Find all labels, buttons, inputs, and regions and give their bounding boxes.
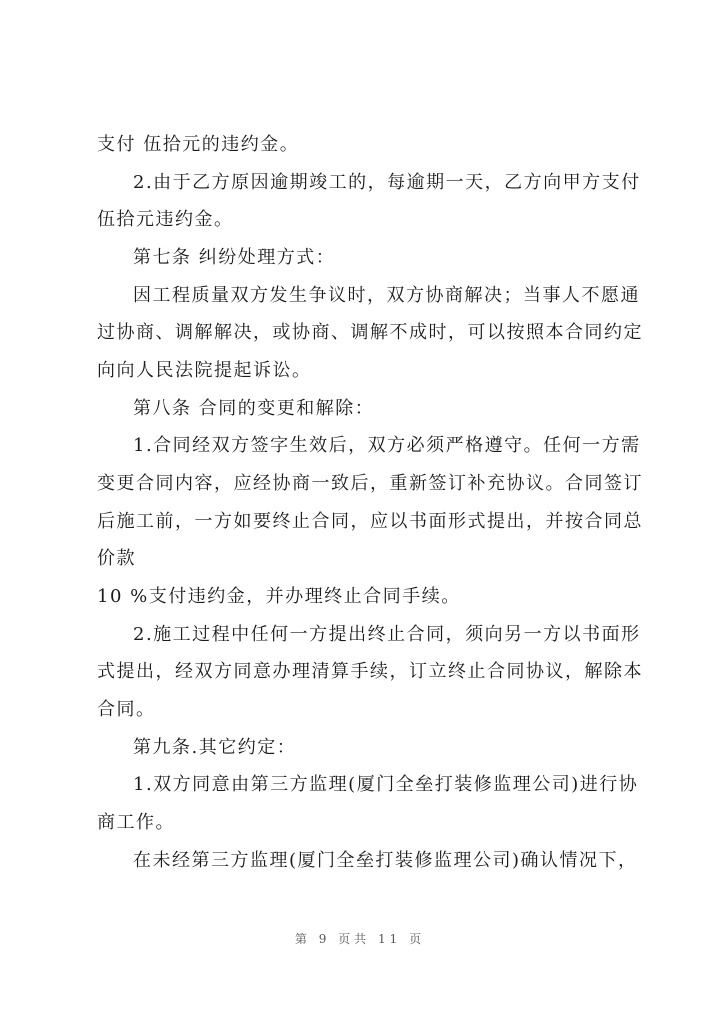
section-heading-7: 第七条 纠纷处理方式：	[133, 247, 336, 268]
text-line-6: 过协商、调解解决，或协商、调解不成时，可以按照本合同约定	[97, 322, 643, 343]
text-line-14: 2.施工过程中任何一方提出终止合同，须向另一方以书面形	[133, 624, 641, 645]
section-heading-9: 第九条.其它约定：	[133, 737, 297, 758]
text-line-20: 在未经第三方监理(厦门全垒打装修监理公司)确认情况下，	[133, 850, 638, 871]
text-line-11: 后施工前，一方如要终止合同，应以书面形式提出，并按合同总	[97, 511, 643, 532]
text-line-19: 商工作。	[97, 812, 175, 833]
text-line-16: 合同。	[97, 699, 156, 720]
text-line-10: 变更合同内容，应经协商一致后，重新签订补充协议。合同签订	[97, 473, 643, 494]
text-line-12: 价款	[97, 548, 136, 569]
text-line-9: 1.合同经双方签字生效后，双方必须严格遵守。任何一方需	[133, 435, 641, 456]
text-line-18: 1.双方同意由第三方监理(厦门全垒打装修监理公司)进行协	[133, 774, 639, 795]
text-line-15: 式提出，经双方同意办理清算手续，订立终止合同协议，解除本	[97, 661, 643, 682]
text-line-7: 向向人民法院提起诉讼。	[97, 360, 312, 381]
text-line-2: 2.由于乙方原因逾期竣工的，每逾期一天，乙方向甲方支付	[133, 172, 641, 193]
page-number-footer: 第 9 页共 11 页	[294, 932, 426, 946]
text-line-5: 因工程质量双方发生争议时，双方协商解决；当事人不愿通	[133, 285, 640, 306]
text-line-13: 10 %支付违约金，并办理终止合同手续。	[97, 586, 461, 607]
section-heading-8: 第八条 合同的变更和解除：	[133, 398, 375, 419]
text-line-3: 伍拾元违约金。	[97, 209, 234, 230]
text-line-1: 支付 伍拾元的违约金。	[97, 134, 300, 155]
